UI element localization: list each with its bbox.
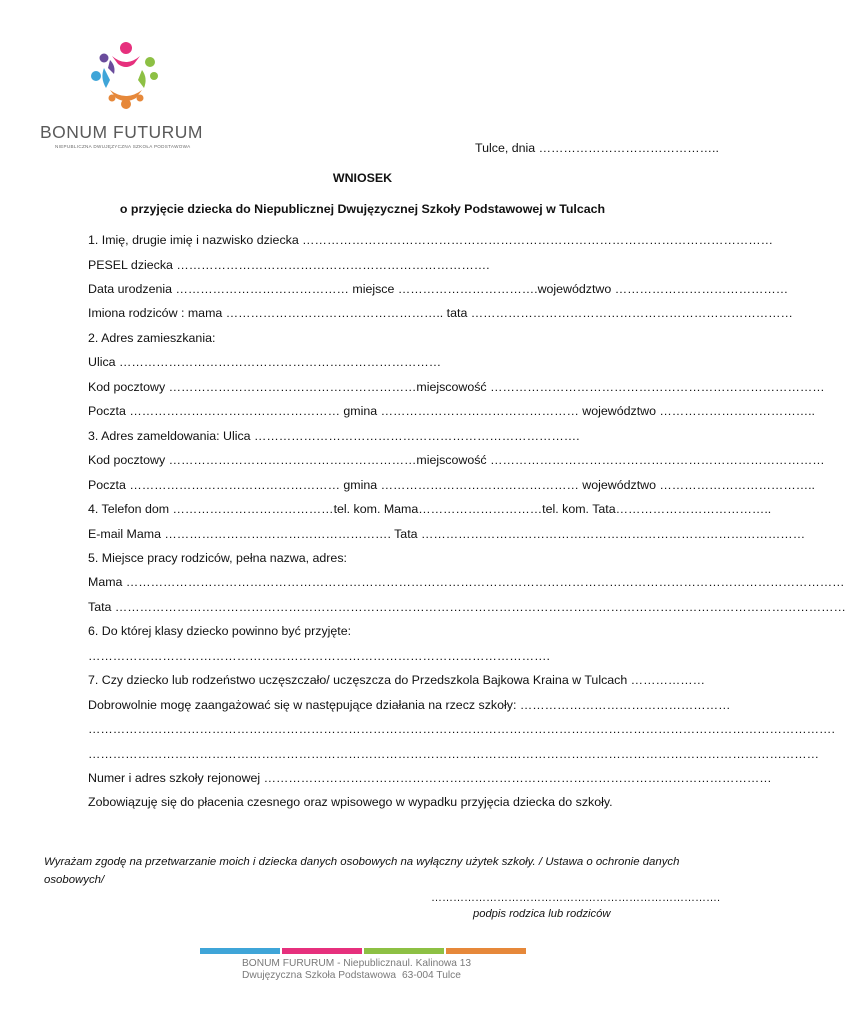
footer-school-name-2: Dwujęzyczna Szkoła Podstawowa bbox=[242, 970, 397, 981]
form-line-workplace-father: Tata …………………………………………………………………………………………………………………………………………………………… bbox=[88, 600, 846, 614]
footer-school-name-1: BONUM FURURUM - Niepubliczna bbox=[242, 958, 402, 969]
form-line-preschool: 7. Czy dziecko lub rodzeństwo uczęszczało/ uczęszcza do Przedszkola Bajkowa Kraina w Tulcach ……………… bbox=[88, 673, 706, 687]
form-line-phones: 4. Telefon dom …………………………………tel. kom. Mama…………………………tel. kom. Tata……………………………….. bbox=[88, 502, 772, 516]
form-line-post-commune: Poczta …………………………………………… gmina ………………………………………… województwo ……………………………….. bbox=[88, 404, 815, 418]
form-line-postcode-city: Kod pocztowy ……………………………………………………miejscowość ……………………………………………………………………… bbox=[88, 380, 825, 394]
footer-bar-green bbox=[364, 948, 444, 954]
form-heading-grade: 6. Do której klasy dziecko powinno być przyjęte: bbox=[88, 624, 352, 638]
form-line-postcode-city-2: Kod pocztowy ……………………………………………………miejscowość ……………………………………………………………………… bbox=[88, 453, 825, 467]
signature-line: ……………………………………………………………………. bbox=[431, 892, 721, 904]
signature-label: podpis rodzica lub rodziców bbox=[473, 908, 611, 920]
document-title: WNIOSEK bbox=[332, 171, 393, 185]
footer-bar-orange bbox=[446, 948, 526, 954]
consent-line-2: osobowych/ bbox=[44, 874, 105, 886]
form-line-birth: Data urodzenia …………………………………… miejsce …………………………….województwo …………………………………… bbox=[88, 282, 789, 296]
form-line-child-name: 1. Imię, drugie imię i nazwisko dziecka …………………………………………………………………………………………………… bbox=[88, 233, 774, 247]
form-line-volunteer-3: …………………………………………………………………………………………………………………………………………………………… bbox=[88, 747, 820, 761]
footer-bar-blue bbox=[200, 948, 280, 954]
form-line-obligation: Zobowiązuję się do płacenia czesnego oraz wpisowego w wypadku przyjęcia dziecka do szkoły. bbox=[88, 795, 613, 809]
form-line-parents-names: Imiona rodziców : mama …………………………………………….. tata …………………………………………………………………… bbox=[88, 306, 793, 320]
footer-address-city: 63-004 Tulce bbox=[402, 970, 461, 981]
brand-subtitle: NIEPUBLICZNA DWUJĘZYCZNA SZKOŁA PODSTAWOWA bbox=[55, 144, 191, 149]
form-line-workplace-mother: Mama ………………………………………………………………………………………………………………………………………………………… bbox=[88, 575, 845, 589]
form-line-pesel: PESEL dziecka …………………………………………………………………. bbox=[88, 258, 490, 272]
footer-address-street: ul. Kalinowa 13 bbox=[402, 958, 472, 969]
consent-line-1: Wyrażam zgodę na przetwarzanie moich i dziecka danych osobowych na wyłączny użytek szkoły. / Ustawa o ochronie danych bbox=[44, 856, 680, 868]
form-line-district-school: Numer i adres szkoły rejonowej …………………………………………………………………………………………………………… bbox=[88, 771, 772, 785]
form-line-street: Ulica …………………………………………………………………… bbox=[88, 355, 442, 369]
logo-emblem bbox=[88, 40, 164, 114]
form-line-registered-address: 3. Adres zameldowania: Ulica ……………………………………………………………………. bbox=[88, 429, 580, 443]
place-date: Tulce, dnia …………………………………….. bbox=[475, 141, 719, 155]
form-line-post-commune-2: Poczta …………………………………………… gmina ………………………………………… województwo ……………………………….. bbox=[88, 478, 815, 492]
form-line-email: E-mail Mama ………………………………………………. Tata ………………………………………………………………………………… bbox=[88, 527, 806, 541]
form-line-volunteer: Dobrowolnie mogę zaangażować się w następujące działania na rzecz szkoły: …………………………………………… bbox=[88, 698, 731, 712]
document-subtitle: o przyjęcie dziecka do Niepublicznej Dwujęzycznej Szkoły Podstawowej w Tulcach bbox=[119, 202, 606, 216]
form-line-volunteer-2: ………………………………………………………………………………………………………………………………………………………………. bbox=[88, 722, 835, 736]
form-heading-residence: 2. Adres zamieszkania: bbox=[88, 331, 216, 345]
form-heading-workplace: 5. Miejsce pracy rodziców, pełna nazwa, adres: bbox=[88, 551, 347, 565]
brand-name: BONUM FUTURUM bbox=[40, 122, 204, 142]
school-logo bbox=[40, 40, 210, 155]
footer-bar-pink bbox=[282, 948, 362, 954]
form-line-grade: …………………………………………………………………………………………………. bbox=[88, 649, 550, 663]
